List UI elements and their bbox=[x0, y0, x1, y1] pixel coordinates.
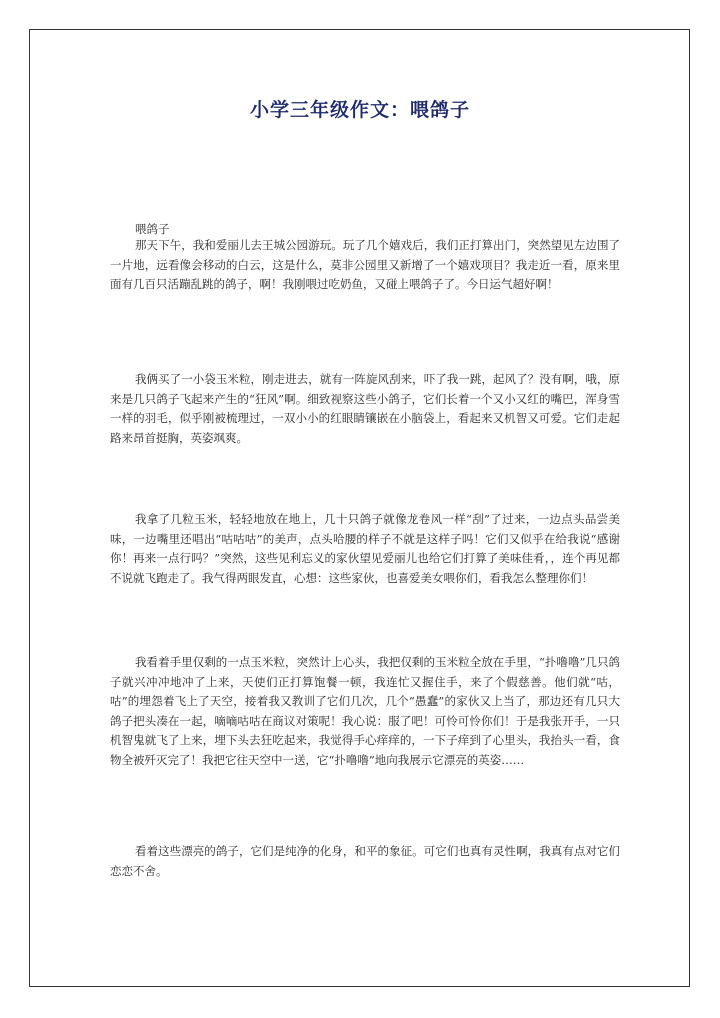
paragraph-2: 我俩买了一小袋玉米粒，刚走进去，就有一阵旋风刮来，吓了我一跳，起风了？没有啊，哦，原来是几只鸽子飞起来产生的“狂风”啊。细致视察这些小鸽子，它们长着一个又小又红的嘴巴，浑身雪一样的羽毛，似乎刚被梳理过，一双小小的红眼睛镶嵌在小脑袋上，看起来又机智又可爱。它们走起路来昂首挺胸，英姿飒爽。 bbox=[110, 372, 620, 445]
essay-subtitle: 喂鸽子 bbox=[135, 222, 170, 236]
document-title: 小学三年级作文：喂鸽子 bbox=[249, 99, 470, 121]
paragraph-3: 我拿了几粒玉米，轻轻地放在地上，几十只鸽子就像龙卷风一样“刮”了过来，一边点头品尝美味，一边嘴里还唱出“咕咕咕”的美声，点头哈腰的样子不就是这样子吗！它们又似乎在给我说“感谢你！再来一点行吗？”突然，这些见利忘义的家伙望见爱丽儿也给它们打算了美味佳肴，，连个再见都不说就飞跑走了。我气得两眼发直，心想：这些家伙，也喜爱美女喂你们，看我怎么整理你们！ bbox=[110, 512, 620, 585]
paragraph-5: 看着这些漂亮的鸽子，它们是纯净的化身，和平的象征。可它们也真有灵性啊，我真有点对它们恋恋不舍。 bbox=[110, 844, 620, 878]
paragraph-1: 那天下午，我和爱丽儿去王城公园游玩。玩了几个嬉戏后，我们正打算出门，突然望见左边围了一片地，远看像会移动的白云，这是什么，莫非公园里又新增了一个嬉戏项目？我走近一看，原来里面有几百只活蹦乱跳的鸽子，啊！我刚喂过吃奶鱼，又碰上喂鸽子了。今日运气超好啊！ bbox=[110, 238, 620, 291]
paragraph-4: 我看着手里仅剩的一点玉米粒，突然计上心头，我把仅剩的玉米粒全放在手里，“扑噜噜”几只鸽子就兴冲冲地冲了上来，天使们正打算饱餐一顿，我连忙又握住手，来了个假慈善。他们就“咕，咕”的埋怨着飞上了天空，接着我又教训了它们几次，几个“愚蠢”的家伙又上当了，那边还有几只大鸽子把头凑在一起，嘀嘀咕咕在商议对策呢！我心说：服了吧！可怜可怜你们！于是我张开手，一只机智鬼就飞了上来，埋下头去狂吃起来，我觉得手心痒痒的，一下子痒到了心里头，我抬头一看，食物全被歼灭完了！我把它往天空中一送，它“扑噜噜”地向我展示它漂亮的英姿…… bbox=[110, 655, 620, 767]
